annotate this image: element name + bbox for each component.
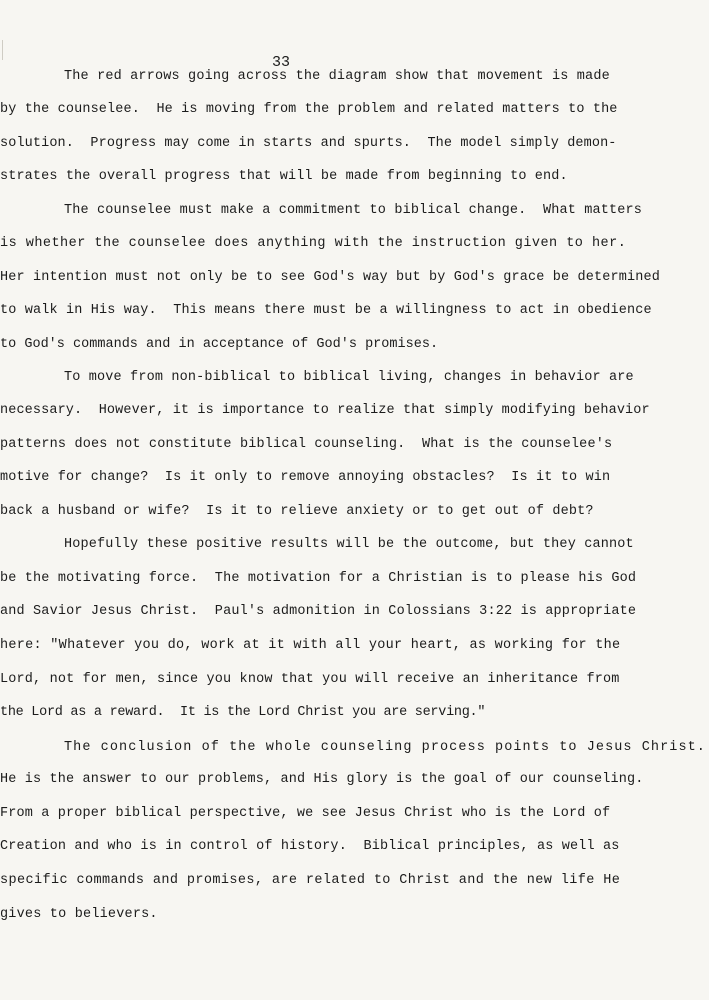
text-line: is whether the counselee does anything with the instruction given to her. xyxy=(0,236,627,251)
page-edge-shadow xyxy=(2,40,3,60)
text-line: specific commands and promises, are related to Christ and the new life He xyxy=(0,873,621,888)
text-line: here: "Whatever you do, work at it with all your heart, as working for the xyxy=(0,638,621,653)
text-line: solution. Progress may come in starts and spurts. The model simply demon- xyxy=(0,136,617,151)
text-line: Hopefully these positive results will be the outcome, but they cannot xyxy=(64,537,634,552)
text-line: To move from non-biblical to biblical living, changes in behavior are xyxy=(64,370,634,385)
text-line: From a proper biblical perspective, we see Jesus Christ who is the Lord of xyxy=(0,806,611,821)
text-line: gives to believers. xyxy=(0,907,158,922)
text-line: by the counselee. He is moving from the problem and related matters to the xyxy=(0,102,618,117)
text-line: The red arrows going across the diagram show that movement is made xyxy=(64,69,610,84)
text-line: be the motivating force. The motivation for a Christian is to please his God xyxy=(0,571,637,586)
text-line: The conclusion of the whole counseling process points to Jesus Christ. xyxy=(64,740,706,755)
text-line: The counselee must make a commitment to biblical change. What matters xyxy=(64,203,643,218)
text-line: to God's commands and in acceptance of God's promises. xyxy=(0,337,439,352)
text-line: back a husband or wife? Is it to relieve anxiety or to get out of debt? xyxy=(0,504,594,519)
text-line: He is the answer to our problems, and His glory is the goal of our counseling. xyxy=(0,772,644,787)
text-line: and Savior Jesus Christ. Paul's admonition in Colossians 3:22 is appropriate xyxy=(0,604,637,619)
text-line: to walk in His way. This means there must be a willingness to act in obedience xyxy=(0,303,652,318)
text-line: patterns does not constitute biblical counseling. What is the counselee's xyxy=(0,437,613,452)
text-line: Lord, not for men, since you know that you will receive an inheritance from xyxy=(0,672,620,687)
text-line: the Lord as a reward. It is the Lord Christ you are serving." xyxy=(0,705,486,720)
text-line: motive for change? Is it only to remove annoying obstacles? Is it to win xyxy=(0,470,611,485)
text-line: strates the overall progress that will be made from beginning to end. xyxy=(0,169,568,184)
page-number: 33 xyxy=(272,54,291,71)
text-line: necessary. However, it is importance to realize that simply modifying behavior xyxy=(0,403,650,418)
text-line: Creation and who is in control of history. Biblical principles, as well as xyxy=(0,839,620,854)
text-line: Her intention must not only be to see God's way but by God's grace be determined xyxy=(0,270,661,285)
